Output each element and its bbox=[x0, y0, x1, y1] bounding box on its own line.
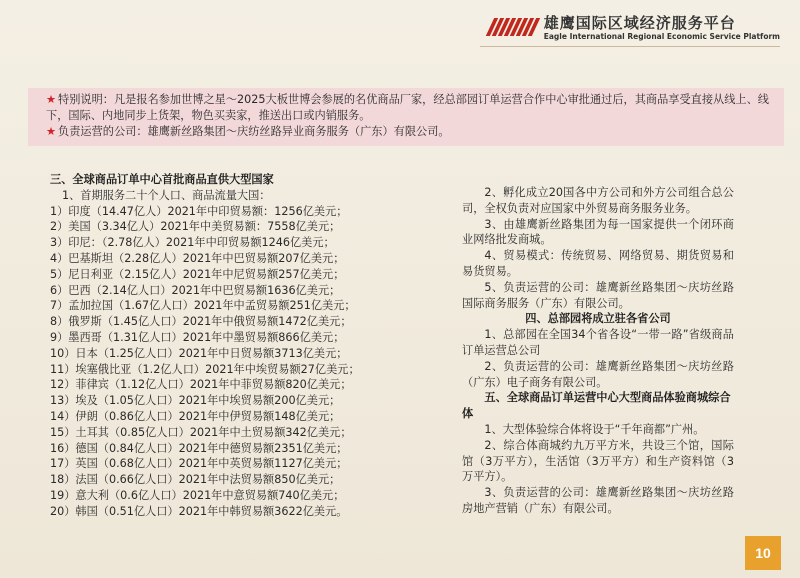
page-number: 10 bbox=[745, 536, 781, 570]
paragraph-3: 3、由雄鹰新丝路集团为每一国家提供一个闭环商业网络批发商城。 bbox=[462, 217, 734, 247]
paragraph-2: 2、孵化成立20国各中方公司和外方公司组合总公司，全权负责对应国家中外贸易商务服务业务。 bbox=[462, 186, 734, 215]
country-item: 2）美国（3.34亿人）2021年中美贸易额：7558亿美元； bbox=[50, 220, 341, 234]
paragraph-5: 5、负责运营的公司：雄鹰新丝路集团～庆坊丝路国际商务服务（广东）有限公司。 bbox=[462, 280, 734, 310]
country-item: 3）印尼：（2.78亿人）2021年中印贸易额1246亿美元； bbox=[50, 236, 335, 250]
special-note: 特别说明：凡是报名参加世博之星～2025大板世博会参展的名优商品厂家，经总部园订单运营合作中心审批通过后，其商品享受直接从线上、线下，国际、内地同步上货架，物色买卖家，推送出口或内销服务。 bbox=[46, 93, 769, 122]
right-column bbox=[462, 185, 734, 517]
header-stripes-decoration bbox=[490, 18, 536, 36]
section-5-paragraph-2: 2、综合体商城约九万平方米，共设三个馆，国际馆（3万平方），生活馆（3万平方）和生产资料馆（3万平方）。 bbox=[462, 438, 734, 484]
section-5-paragraph-3: 3、负责运营的公司：雄鹰新丝路集团～庆坊丝路房地产营销（广东）有限公司。 bbox=[462, 486, 734, 515]
country-item: 15）土耳其（0.85亿人口）2021年中土贸易额342亿美元； bbox=[50, 425, 352, 439]
header-title: 雄鹰国际区域经济服务平台 bbox=[543, 14, 736, 32]
section-4-paragraph-2: 2、负责运营的公司：雄鹰新丝路集团～庆坊丝路（广东）电子商务有限公司。 bbox=[462, 359, 734, 389]
country-item: 19）意大利（0.6亿人口）2021年中意贸易额740亿美元； bbox=[50, 488, 345, 502]
star-icon: ★ bbox=[46, 125, 57, 138]
country-item: 12）菲律宾（1.12亿人口）2021年中菲贸易额820亿美元； bbox=[50, 378, 352, 392]
section-5-title: 五、全球商品订单运营中心大型商品体验商城综合体 bbox=[462, 391, 731, 421]
country-item: 5）尼日利亚（2.15亿人）2021年中尼贸易额257亿美元； bbox=[50, 267, 345, 281]
country-item: 11）埃塞俄比亚（1.2亿人口）2021年中埃贸易额27亿美元； bbox=[50, 362, 360, 376]
header-subtitle: Eagle International Regional Economic Service Platform bbox=[543, 32, 780, 41]
country-item: 7）孟加拉国（1.67亿人口）2021年中孟贸易额251亿美元； bbox=[50, 299, 356, 313]
section-3-intro: 1、首期服务二十个人口、商品流量大国： bbox=[62, 188, 271, 202]
country-item: 20）韩国（0.51亿人口）2021年中韩贸易额3622亿美元。 bbox=[50, 504, 348, 518]
paragraph-4: 4、贸易模式：传统贸易、网络贸易、期货贸易和易货贸易。 bbox=[462, 249, 734, 278]
star-icon: ★ bbox=[46, 93, 57, 106]
page-header bbox=[490, 14, 780, 48]
country-item: 18）法国（0.66亿人口）2021年中法贸易额850亿美元； bbox=[50, 473, 341, 487]
country-item: 8）俄罗斯（1.45亿人口）2021年中俄贸易额1472亿美元； bbox=[50, 315, 352, 329]
country-item: 9）墨西哥（1.31亿人口）2021年中墨贸易额866亿美元； bbox=[50, 330, 345, 344]
operator-note: 负责运营的公司：雄鹰新丝路集团～庆纺丝路异业商务服务（广东）有限公司。 bbox=[58, 125, 450, 138]
section-4-paragraph-1: 1、总部园在全国34个省各设“一带一路”省级商品订单运营总公司 bbox=[462, 328, 734, 357]
country-item: 6）巴西（2.14亿人口）2021年中巴贸易额1636亿美元； bbox=[50, 283, 341, 297]
country-item: 16）德国（0.84亿人口）2021年中德贸易额2351亿美元； bbox=[50, 441, 348, 455]
left-column bbox=[50, 172, 420, 520]
country-item: 1）印度（14.47亿人）2021年中印贸易额：1256亿美元； bbox=[50, 204, 348, 218]
section-5-paragraph-1: 1、大型体验综合体将设于“千年商都”广州。 bbox=[484, 422, 705, 436]
country-item: 13）埃及（1.05亿人口）2021年中埃贸易额200亿美元； bbox=[50, 394, 341, 408]
section-3-title: 三、全球商品订单中心首批商品直供大型国家 bbox=[50, 173, 274, 186]
country-item: 4）巴基斯坦（2.28亿人）2021年中巴贸易额207亿美元； bbox=[50, 251, 345, 265]
country-item: 17）英国（0.68亿人口）2021年中英贸易额1127亿美元； bbox=[50, 457, 348, 471]
header-divider bbox=[480, 46, 780, 47]
section-4-title: 四、总部园将成立驻各省公司 bbox=[525, 312, 671, 326]
country-item: 10）日本（1.25亿人口）2021年中日贸易额3713亿美元； bbox=[50, 346, 348, 360]
country-item: 14）伊朗（0.86亿人口）2021年中伊贸易额148亿美元； bbox=[50, 409, 341, 423]
notice-box bbox=[28, 88, 784, 146]
